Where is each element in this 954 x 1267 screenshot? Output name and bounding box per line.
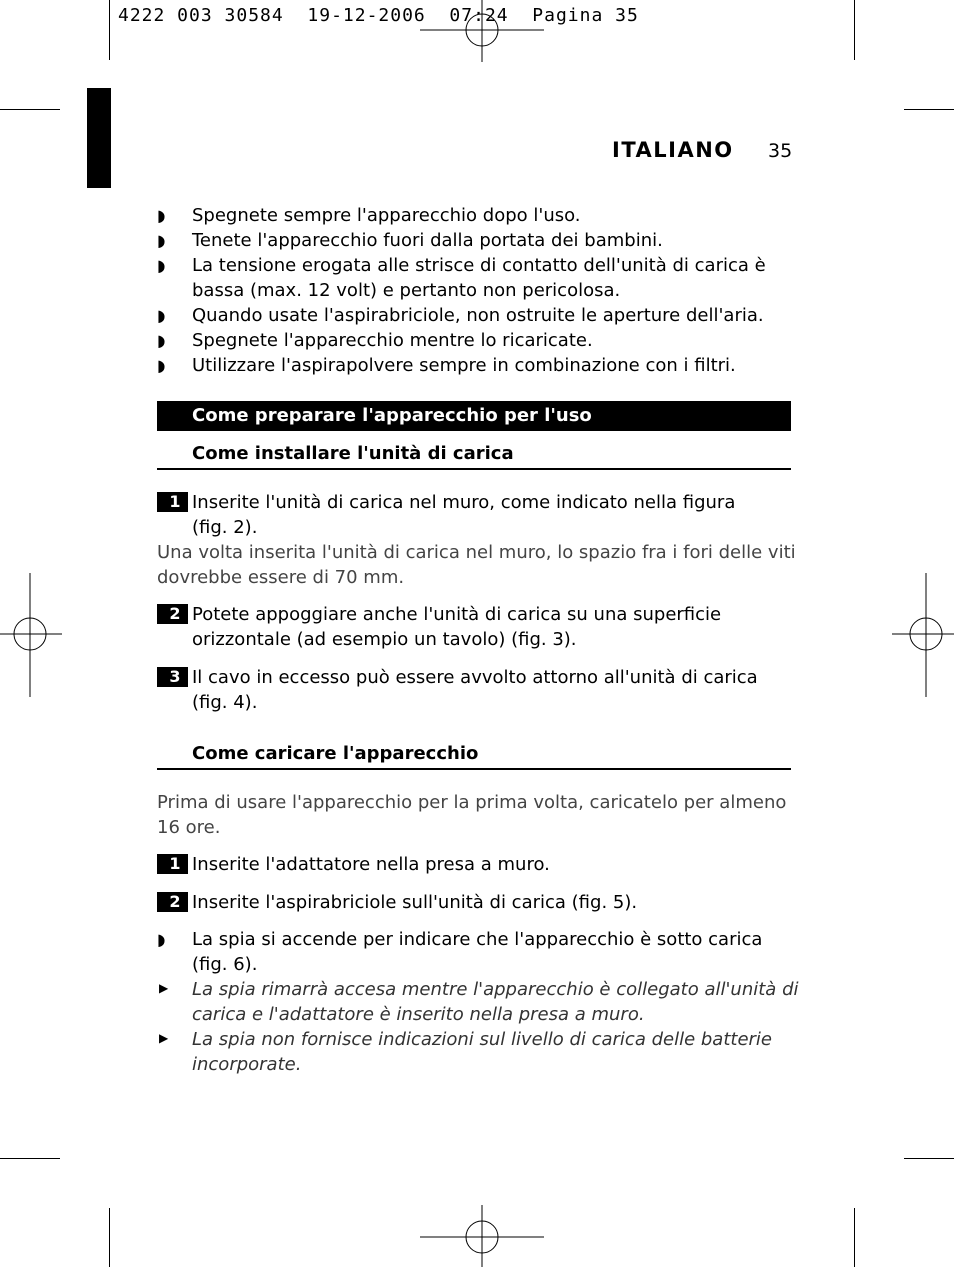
note-text: Una volta inserita l'unità di carica nel muro, lo spazio fra i fori delle viti: [157, 542, 796, 563]
note-text-continued: dovrebbe essere di 70 mm.: [157, 567, 405, 588]
bullet-text: Spegnete sempre l'apparecchio dopo l'uso.: [192, 205, 581, 226]
section-title: Come preparare l'apparecchio per l'uso: [192, 405, 592, 426]
bullet-text-continued: bassa (max. 12 volt) e pertanto non pericolosa.: [192, 280, 621, 301]
crop-mark: [854, 0, 855, 60]
step-number-badge: [157, 667, 188, 687]
step-number: 2: [169, 892, 181, 911]
step-text: Inserite l'unità di carica nel muro, come indicato nella figura: [192, 492, 736, 513]
triangle-note-icon: ▶: [159, 1031, 169, 1045]
triangle-note-icon: ▶: [159, 981, 169, 995]
subheading-text: Come installare l'unità di carica: [192, 443, 514, 464]
bullet-icon: ◗: [157, 306, 166, 325]
page-number: 35: [768, 140, 793, 162]
italic-note-continued: carica e l'adattatore è inserito nella presa a muro.: [192, 1004, 645, 1025]
step-text: Inserite l'aspirabriciole sull'unità di carica (fig. 5).: [192, 892, 638, 913]
bullet-text: Utilizzare l'aspirapolvere sempre in combinazione con i filtri.: [192, 355, 736, 376]
crosshair-mark-icon: [420, 0, 544, 62]
step-text: Il cavo in eccesso può essere avvolto attorno all'unità di carica: [192, 667, 758, 688]
bullet-icon: ◗: [157, 231, 166, 250]
bullet-icon: ◗: [157, 356, 166, 375]
step-text-continued: (fig. 4).: [192, 692, 258, 713]
bullet-icon: ◗: [157, 930, 166, 949]
crop-mark: [109, 0, 110, 60]
step-number: 3: [169, 667, 181, 686]
step-number: 1: [169, 492, 181, 511]
italic-note-continued: incorporate.: [192, 1054, 302, 1075]
step-text-continued: orizzontale (ad esempio un tavolo) (fig. 3).: [192, 629, 577, 650]
bullet-icon: ◗: [157, 206, 166, 225]
step-number-badge: [157, 492, 188, 512]
step-number: 2: [169, 604, 181, 623]
print-job-header: 4222 003 30584 19-12-2006 07:24 Pagina 35: [118, 5, 639, 26]
language-heading: ITALIANO: [612, 138, 734, 162]
thumb-index-tab: [87, 88, 111, 188]
step-number-badge: [157, 892, 188, 912]
crop-mark: [0, 1158, 60, 1159]
step-number-badge: [157, 604, 188, 624]
crosshair-mark-icon: [420, 1205, 544, 1267]
crop-mark: [109, 1208, 110, 1267]
step-text: Inserite l'adattatore nella presa a muro.: [192, 854, 550, 875]
italic-note: La spia non fornisce indicazioni sul livello di carica delle batterie: [192, 1029, 772, 1050]
bullet-text: La spia si accende per indicare che l'apparecchio è sotto carica: [192, 929, 763, 950]
crop-mark: [904, 1158, 954, 1159]
crosshair-mark-icon: [0, 573, 62, 697]
subheading-text: Come caricare l'apparecchio: [192, 743, 479, 764]
bullet-text: Spegnete l'apparecchio mentre lo ricaricate.: [192, 330, 593, 351]
step-text-continued: (fig. 2).: [192, 517, 258, 538]
step-text: Potete appoggiare anche l'unità di carica su una superficie: [192, 604, 722, 625]
bullet-icon: ◗: [157, 256, 166, 275]
subheading-charge: [157, 739, 791, 770]
crop-mark: [904, 109, 954, 110]
bullet-text: Tenete l'apparecchio fuori dalla portata dei bambini.: [192, 230, 663, 251]
bullet-text: Quando usate l'aspirabriciole, non ostruite le aperture dell'aria.: [192, 305, 764, 326]
step-number-badge: [157, 854, 188, 874]
crop-mark: [0, 109, 60, 110]
italic-note: La spia rimarrà accesa mentre l'apparecchio è collegato all'unità di: [192, 979, 799, 1000]
subheading-install: [157, 439, 791, 470]
bullet-icon: ◗: [157, 331, 166, 350]
crop-mark: [854, 1208, 855, 1267]
bullet-text-continued: (fig. 6).: [192, 954, 258, 975]
intro-text-continued: 16 ore.: [157, 817, 221, 838]
intro-text: Prima di usare l'apparecchio per la prima volta, caricatelo per almeno: [157, 792, 787, 813]
crosshair-mark-icon: [892, 573, 954, 697]
bullet-text: La tensione erogata alle strisce di contatto dell'unità di carica è: [192, 255, 766, 276]
step-number: 1: [169, 854, 181, 873]
section-title-bar: [157, 401, 791, 431]
